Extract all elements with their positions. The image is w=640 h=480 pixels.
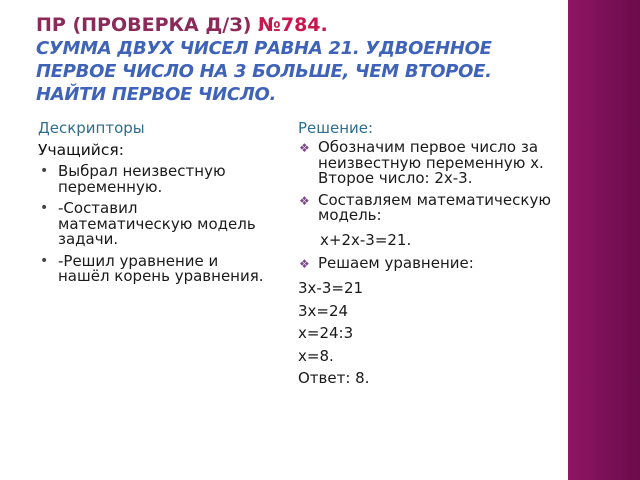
list-item-text: Составляем математическую модель: bbox=[318, 190, 551, 224]
descriptors-heading: Дескрипторы bbox=[38, 119, 145, 137]
list-item-text: Выбрал неизвестную переменную. bbox=[58, 162, 226, 196]
diamond-bullet-icon: ❖ bbox=[299, 193, 310, 208]
list-item bbox=[38, 251, 274, 285]
list-item-text: Обозначим первое число за неизвестную переменную х. Второе число: 2х-3. bbox=[318, 138, 544, 187]
equation-line: х=8. bbox=[298, 346, 334, 365]
list-item bbox=[38, 164, 274, 195]
list-item-text: -Решил уравнение и нашёл корень уравнения. bbox=[58, 251, 264, 285]
bullet-icon: • bbox=[40, 200, 49, 216]
task-line: СУММА ДВУХ ЧИСЕЛ РАВНА 21. УДВОЕННОЕ bbox=[36, 38, 492, 59]
diamond-bullet-icon: ❖ bbox=[299, 141, 310, 155]
task-statement bbox=[36, 37, 562, 106]
title-prefix: ПР (ПРОВЕРКА Д/З) bbox=[36, 14, 258, 36]
solution-heading: Решение: bbox=[298, 119, 374, 137]
equation-line: 3х=24 bbox=[298, 301, 349, 320]
bullet-icon: • bbox=[40, 252, 49, 269]
list-item-text: Решаем уравнение: bbox=[318, 253, 474, 272]
slide-title bbox=[36, 14, 562, 106]
diamond-bullet-icon: ❖ bbox=[299, 256, 310, 271]
equation-line: х=24:3 bbox=[298, 324, 354, 342]
title-heading bbox=[36, 14, 562, 37]
solution-list bbox=[298, 140, 560, 224]
descriptors-list bbox=[38, 164, 274, 285]
list-item-text: -Составил математическую модель задачи. bbox=[58, 199, 256, 248]
solve-list bbox=[298, 253, 560, 272]
task-number: №784. bbox=[258, 14, 328, 36]
list-item bbox=[38, 201, 274, 248]
task-line: ПЕРВОЕ ЧИСЛО НА 3 БОЛЬШЕ, ЧЕМ ВТОРОЕ. bbox=[36, 61, 492, 82]
task-line: НАЙТИ ПЕРВОЕ ЧИСЛО. bbox=[36, 84, 277, 105]
descriptors-column bbox=[38, 118, 274, 291]
answer-line: Ответ: 8. bbox=[298, 369, 370, 387]
decorative-side-bar bbox=[568, 0, 640, 480]
equation-line: 3х-3=21 bbox=[298, 279, 364, 297]
student-label: Учащийся: bbox=[38, 141, 124, 159]
math-model: х+2х-3=21. bbox=[320, 230, 412, 249]
solution-column bbox=[298, 118, 560, 390]
list-item bbox=[298, 190, 560, 224]
list-item bbox=[298, 253, 560, 272]
bullet-icon: • bbox=[40, 163, 49, 179]
list-item bbox=[298, 140, 560, 187]
